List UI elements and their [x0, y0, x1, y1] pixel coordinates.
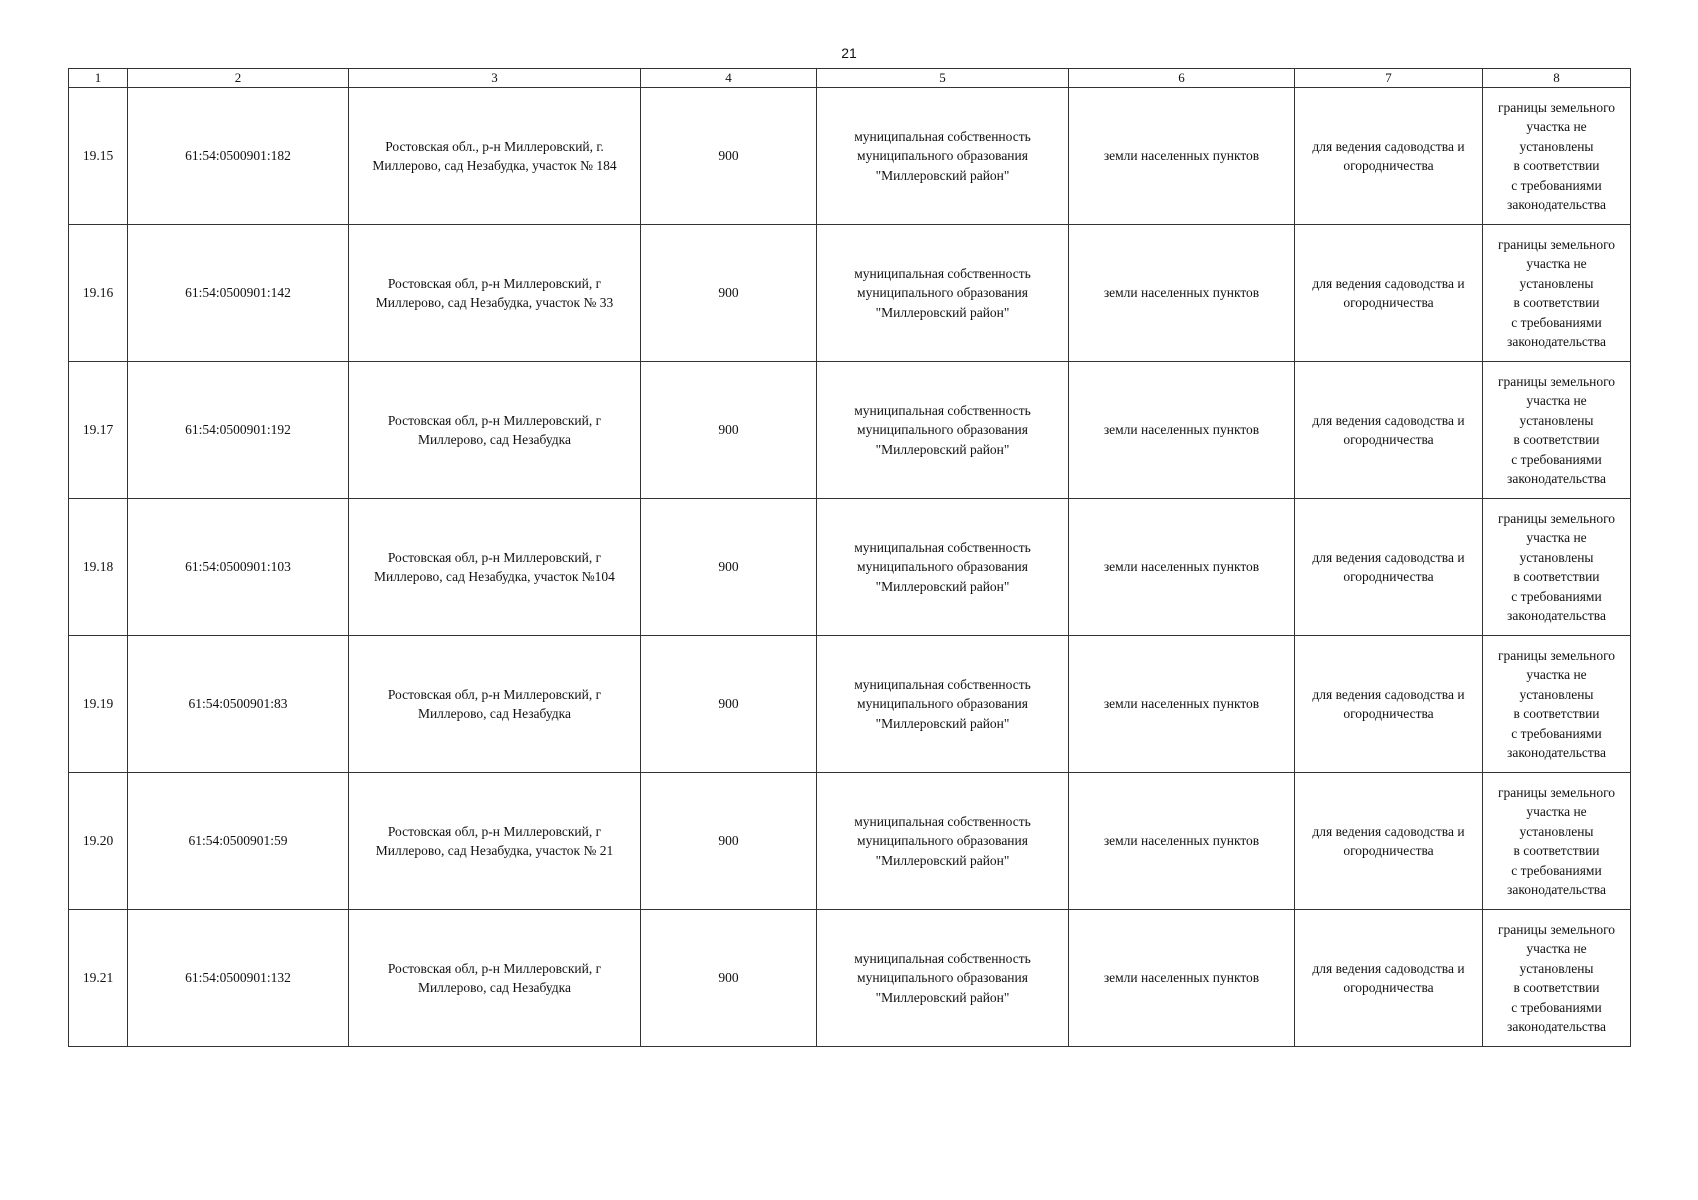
ownership-cell	[817, 225, 1069, 362]
row-number: 19.17	[69, 362, 128, 499]
ownership-cell	[817, 88, 1069, 225]
column-header: 4	[641, 69, 817, 88]
permitted-use-cell	[1295, 910, 1483, 1047]
column-header: 6	[1069, 69, 1295, 88]
ownership-text: муниципальная собственность муниципального образования "Миллеровский район"	[854, 539, 1031, 594]
ownership-cell	[817, 362, 1069, 499]
address-text: Ростовская обл, р-н Миллеровский, г Миллерово, сад Незабудка	[387, 960, 602, 995]
ownership-cell	[817, 910, 1069, 1047]
permitted-use-text: для ведения садоводства и огородничества	[1312, 412, 1465, 447]
area-cell: 900	[641, 910, 817, 1047]
address-text: Ростовская обл, р-н Миллеровский, г Миллерово, сад Незабудка, участок № 21	[375, 823, 614, 858]
table-row	[69, 910, 1631, 1047]
address-text: Ростовская обл, р-н Миллеровский, г Миллерово, сад Незабудка	[387, 412, 602, 447]
permitted-use-cell	[1295, 362, 1483, 499]
ownership-cell	[817, 636, 1069, 773]
boundaries-text: границы земельного участка не установлены в соответствии с требованиями законодательства	[1497, 236, 1616, 349]
address-text: Ростовская обл, р-н Миллеровский, г Миллерово, сад Незабудка, участок №104	[374, 549, 615, 584]
cadastral-number: 61:54:0500901:59	[128, 773, 349, 910]
boundaries-cell	[1483, 773, 1631, 910]
cadastral-number: 61:54:0500901:103	[128, 499, 349, 636]
boundaries-cell	[1483, 499, 1631, 636]
permitted-use-text: для ведения садоводства и огородничества	[1312, 275, 1465, 310]
page-number: 21	[841, 45, 857, 61]
column-header: 8	[1483, 69, 1631, 88]
address-cell	[349, 225, 641, 362]
table-row	[69, 773, 1631, 910]
ownership-text: муниципальная собственность муниципального образования "Миллеровский район"	[854, 813, 1031, 868]
ownership-text: муниципальная собственность муниципального образования "Миллеровский район"	[854, 950, 1031, 1005]
ownership-cell	[817, 773, 1069, 910]
permitted-use-cell	[1295, 773, 1483, 910]
cadastral-number: 61:54:0500901:182	[128, 88, 349, 225]
boundaries-cell	[1483, 88, 1631, 225]
table-row	[69, 499, 1631, 636]
boundaries-text: границы земельного участка не установлены в соответствии с требованиями законодательства	[1497, 510, 1616, 623]
table-row	[69, 88, 1631, 225]
permitted-use-text: для ведения садоводства и огородничества	[1312, 686, 1465, 721]
boundaries-cell	[1483, 910, 1631, 1047]
header-row	[69, 69, 1631, 88]
ownership-text: муниципальная собственность муниципального образования "Миллеровский район"	[854, 676, 1031, 731]
area-cell: 900	[641, 499, 817, 636]
boundaries-text: границы земельного участка не установлены в соответствии с требованиями законодательства	[1497, 373, 1616, 486]
column-header: 1	[69, 69, 128, 88]
address-text: Ростовская обл, р-н Миллеровский, г Миллерово, сад Незабудка	[387, 686, 602, 721]
land-category-cell: земли населенных пунктов	[1069, 636, 1295, 773]
land-category-cell: земли населенных пунктов	[1069, 499, 1295, 636]
permitted-use-cell	[1295, 225, 1483, 362]
address-text: Ростовская обл, р-н Миллеровский, г Миллерово, сад Незабудка, участок № 33	[375, 275, 614, 310]
cadastral-number: 61:54:0500901:83	[128, 636, 349, 773]
land-category-cell: земли населенных пунктов	[1069, 910, 1295, 1047]
boundaries-cell	[1483, 636, 1631, 773]
permitted-use-text: для ведения садоводства и огородничества	[1312, 549, 1465, 584]
land-category-cell: земли населенных пунктов	[1069, 88, 1295, 225]
permitted-use-text: для ведения садоводства и огородничества	[1312, 960, 1465, 995]
land-plots-table	[68, 68, 1631, 1047]
row-number: 19.18	[69, 499, 128, 636]
cadastral-number: 61:54:0500901:192	[128, 362, 349, 499]
address-cell	[349, 636, 641, 773]
column-header: 3	[349, 69, 641, 88]
boundaries-text: границы земельного участка не установлены в соответствии с требованиями законодательства	[1497, 921, 1616, 1034]
ownership-text: муниципальная собственность муниципального образования "Миллеровский район"	[854, 128, 1031, 183]
land-category-cell: земли населенных пунктов	[1069, 773, 1295, 910]
area-cell: 900	[641, 636, 817, 773]
ownership-text: муниципальная собственность муниципального образования "Миллеровский район"	[854, 402, 1031, 457]
permitted-use-cell	[1295, 88, 1483, 225]
ownership-text: муниципальная собственность муниципального образования "Миллеровский район"	[854, 265, 1031, 320]
table-row	[69, 225, 1631, 362]
table-row	[69, 636, 1631, 773]
table-row	[69, 362, 1631, 499]
permitted-use-cell	[1295, 499, 1483, 636]
address-cell	[349, 499, 641, 636]
row-number: 19.19	[69, 636, 128, 773]
row-number: 19.16	[69, 225, 128, 362]
address-cell	[349, 910, 641, 1047]
boundaries-text: границы земельного участка не установлены в соответствии с требованиями законодательства	[1497, 647, 1616, 760]
land-category-cell: земли населенных пунктов	[1069, 225, 1295, 362]
area-cell: 900	[641, 773, 817, 910]
permitted-use-text: для ведения садоводства и огородничества	[1312, 823, 1465, 858]
boundaries-text: границы земельного участка не установлены в соответствии с требованиями законодательства	[1497, 99, 1616, 212]
row-number: 19.15	[69, 88, 128, 225]
boundaries-text: границы земельного участка не установлены в соответствии с требованиями законодательства	[1497, 784, 1616, 897]
column-header: 5	[817, 69, 1069, 88]
cadastral-number: 61:54:0500901:132	[128, 910, 349, 1047]
area-cell: 900	[641, 362, 817, 499]
row-number: 19.20	[69, 773, 128, 910]
permitted-use-text: для ведения садоводства и огородничества	[1312, 138, 1465, 173]
address-cell	[349, 773, 641, 910]
address-cell	[349, 362, 641, 499]
row-number: 19.21	[69, 910, 128, 1047]
ownership-cell	[817, 499, 1069, 636]
area-cell: 900	[641, 225, 817, 362]
boundaries-cell	[1483, 225, 1631, 362]
column-header: 2	[128, 69, 349, 88]
boundaries-cell	[1483, 362, 1631, 499]
cadastral-number: 61:54:0500901:142	[128, 225, 349, 362]
address-cell	[349, 88, 641, 225]
land-category-cell: земли населенных пунктов	[1069, 362, 1295, 499]
permitted-use-cell	[1295, 636, 1483, 773]
address-text: Ростовская обл., р-н Миллеровский, г. Миллерово, сад Незабудка, участок № 184	[372, 138, 617, 173]
area-cell: 900	[641, 88, 817, 225]
column-header: 7	[1295, 69, 1483, 88]
